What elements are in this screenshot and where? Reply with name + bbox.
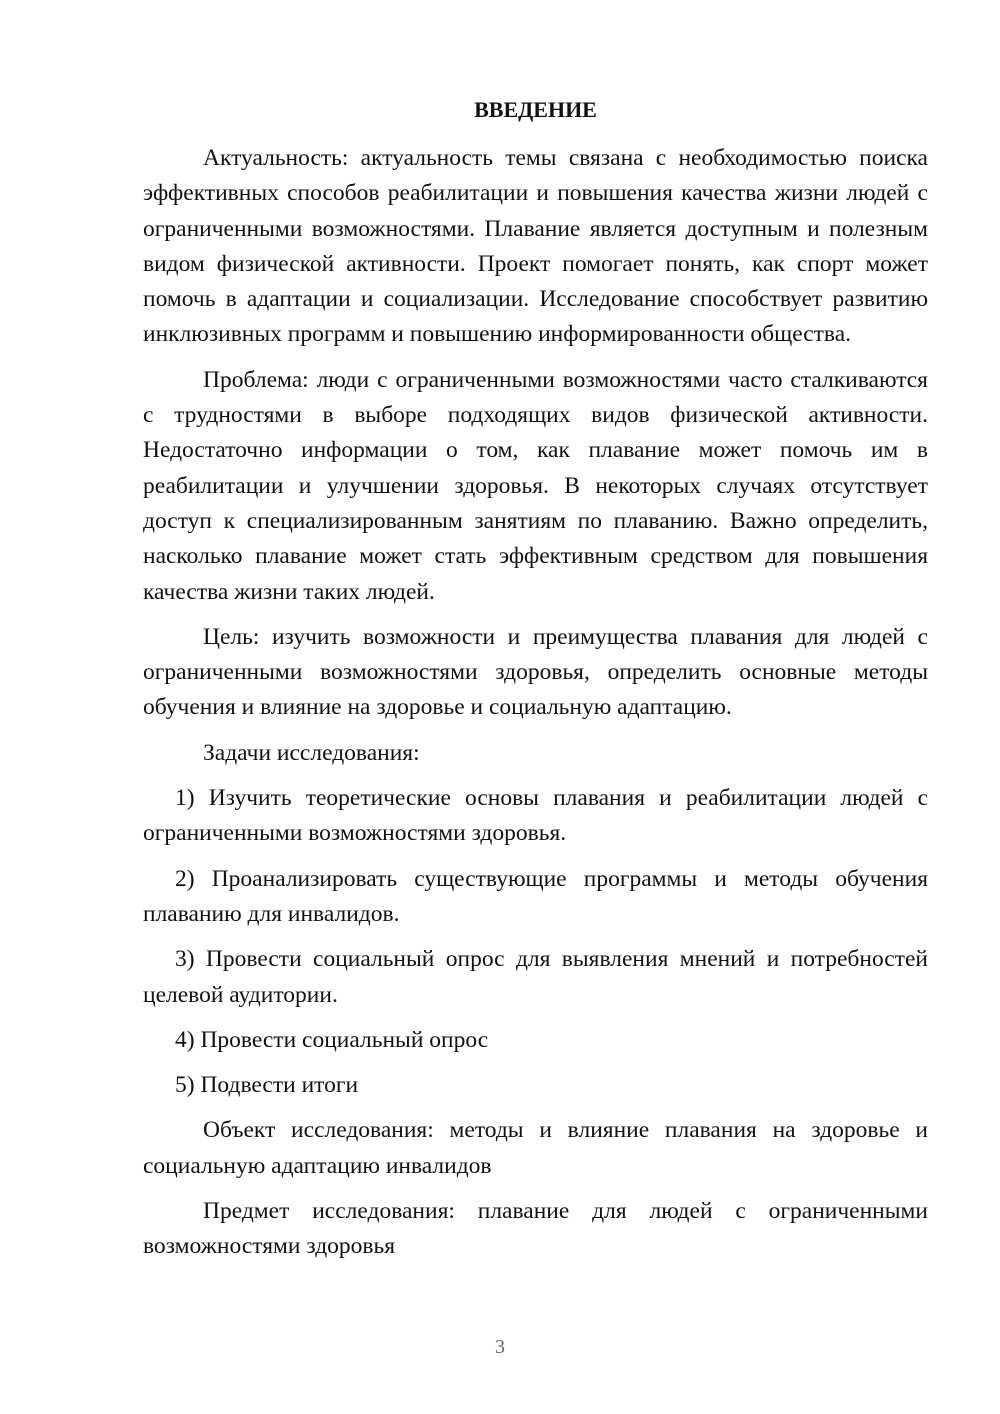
paragraph-object: Объект исследования: методы и влияние плавания на здоровье и социальную адаптацию инвалидов [143,1117,928,1179]
document-page [143,95,928,1275]
tasks-title: Задачи исследования: [203,739,420,766]
page-number: 3 [495,1336,505,1358]
page-title: ВВЕДЕНИЕ [474,97,597,122]
paragraph-relevance: Актуальность: актуальность темы связана с необходимостью поиска эффективных способов реабилитации и повышения качества жизни людей с ограниченными возможностями. Плавание является доступным и полезным видом физической активности. Проект помогает понять, как спорт может помочь в адаптации и социализации. Исследование способствует развитию инклюзивных программ и повышению информированности общества. [143,145,928,348]
list-item: 1) Изучить теоретические основы плавания и реабилитации людей с ограниченными возможностями здоровья. [143,785,928,847]
list-item: 4) Провести социальный опрос [175,1026,489,1053]
paragraph-problem: Проблема: люди с ограниченными возможностями часто сталкиваются с трудностями в выборе подходящих видов физической активности. Недостаточно информации о том, как плавание может помочь им в реабилитации и улучшении здоровья. В некоторых случаях отсутствует доступ к специализированным занятиям по плаванию. Важно определить, насколько плавание может стать эффективным средством для повышения качества жизни таких людей. [143,366,928,605]
list-item: 3) Провести социальный опрос для выявления мнений и потребностей целевой аудитории. [143,946,928,1008]
paragraph-goal: Цель: изучить возможности и преимущества плавания для людей с ограниченными возможностями здоровья, определить основные методы обучения и влияние на здоровье и социальную адаптацию. [143,623,928,721]
list-item: 5) Подвести итоги [175,1072,359,1099]
list-item: 2) Проанализировать существующие программы и методы обучения плаванию для инвалидов. [143,865,928,927]
paragraph-subject: Предмет исследования: плавание для людей с ограниченными возможностями здоровья [143,1198,928,1260]
